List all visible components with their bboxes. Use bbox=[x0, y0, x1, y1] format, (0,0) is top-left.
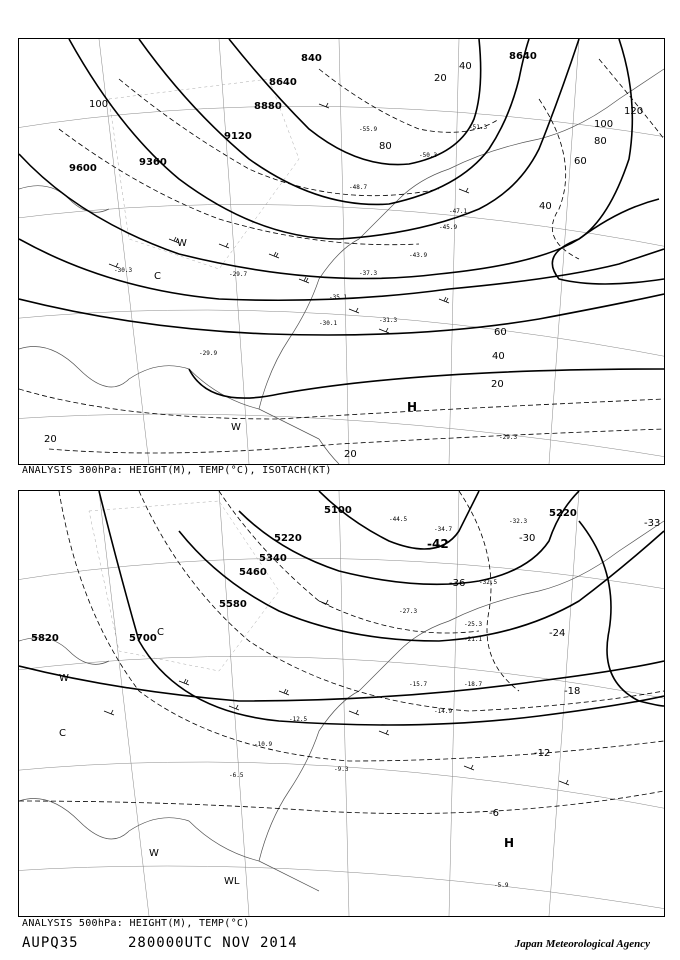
obs-value: -14.9 bbox=[434, 708, 453, 715]
warm-center: W bbox=[59, 673, 69, 684]
obs-value: -35.1 bbox=[329, 294, 348, 301]
cold-center: C bbox=[154, 271, 161, 282]
isotach-label: 120 bbox=[624, 106, 644, 117]
isotach-label: 100 bbox=[89, 99, 109, 110]
height-label: 5340 bbox=[259, 553, 287, 564]
chart-code: AUPQ35 bbox=[22, 935, 79, 951]
obs-value: -29.9 bbox=[199, 350, 218, 357]
height-label: 8640 bbox=[269, 77, 297, 88]
height-label: 9120 bbox=[224, 131, 252, 142]
height-label: 840 bbox=[301, 53, 322, 64]
temp-label: -6 bbox=[489, 808, 499, 819]
high-center: H bbox=[504, 836, 515, 850]
warm-center: W bbox=[149, 848, 159, 859]
height-label: 9360 bbox=[139, 157, 167, 168]
pressure-centers bbox=[154, 238, 417, 433]
obs-value: -47.1 bbox=[449, 208, 468, 215]
obs-value: -45.9 bbox=[439, 224, 458, 231]
cold-center: C bbox=[59, 728, 66, 739]
temp-label: -42 bbox=[427, 537, 449, 551]
obs-value: -29.3 bbox=[499, 434, 518, 441]
obs-value: -27.3 bbox=[399, 608, 418, 615]
temp-label: -30 bbox=[519, 533, 536, 544]
station-observations bbox=[114, 124, 517, 441]
obs-value: -50.3 bbox=[419, 152, 438, 159]
cold-center: C bbox=[157, 627, 164, 638]
height-label: 5100 bbox=[324, 505, 352, 516]
isotach-label: 60 bbox=[494, 327, 507, 338]
obs-value: -43.9 bbox=[409, 252, 428, 259]
obs-value: -30.3 bbox=[114, 267, 133, 274]
isotach-label: 20 bbox=[434, 73, 447, 84]
isotach-label: 80 bbox=[594, 136, 607, 147]
height-label: 9600 bbox=[69, 163, 97, 174]
warm-center: W bbox=[177, 238, 187, 249]
obs-value: -18.7 bbox=[464, 681, 483, 688]
isotach-label: 20 bbox=[344, 449, 357, 460]
obs-value: -32.3 bbox=[509, 518, 528, 525]
obs-value: -29.7 bbox=[229, 271, 248, 278]
height-label: 5220 bbox=[274, 533, 302, 544]
isotach-label: 40 bbox=[539, 201, 552, 212]
warm-center: WL bbox=[224, 876, 240, 887]
cold-hatch bbox=[89, 501, 279, 671]
obs-value: -34.7 bbox=[434, 526, 453, 533]
temp-label: -18 bbox=[564, 686, 581, 697]
temp-label: -24 bbox=[549, 628, 566, 639]
obs-value: -10.9 bbox=[254, 741, 273, 748]
agency-name: Japan Meteorological Agency bbox=[514, 938, 650, 950]
obs-value: -5.9 bbox=[494, 882, 509, 889]
temp-label: -36 bbox=[449, 578, 466, 589]
obs-value: -31.3 bbox=[379, 317, 398, 324]
isotach-label: 100 bbox=[594, 119, 614, 130]
obs-value: -37.3 bbox=[359, 270, 378, 277]
chart-500hpa-title: ANALYSIS 500hPa: HEIGHT(M), TEMP(°C) bbox=[22, 918, 250, 929]
chart-500hpa-panel bbox=[18, 490, 665, 917]
chart-300hpa-map bbox=[19, 39, 664, 464]
station-observations bbox=[229, 516, 527, 889]
height-label: 8640 bbox=[509, 51, 537, 62]
obs-value: -30.1 bbox=[319, 320, 338, 327]
obs-value: -6.5 bbox=[229, 772, 244, 779]
obs-value: -9.3 bbox=[334, 766, 349, 773]
obs-value: -44.5 bbox=[389, 516, 408, 523]
warm-center: W bbox=[231, 422, 241, 433]
obs-value: -21.1 bbox=[464, 636, 483, 643]
height-label: 5580 bbox=[219, 599, 247, 610]
obs-value: -15.7 bbox=[409, 681, 428, 688]
wind-barbs bbox=[109, 103, 469, 333]
chart-300hpa-panel bbox=[18, 38, 665, 465]
height-label: 5220 bbox=[549, 508, 577, 519]
isotach-contours bbox=[19, 59, 664, 453]
obs-value: -51.3 bbox=[469, 124, 488, 131]
height-label: 8880 bbox=[254, 101, 282, 112]
height-label: 5460 bbox=[239, 567, 267, 578]
chart-300hpa-title: ANALYSIS 300hPa: HEIGHT(M), TEMP(°C), ISOTACH(KT) bbox=[22, 465, 332, 476]
isotach-label: 40 bbox=[492, 351, 505, 362]
pressure-centers bbox=[59, 627, 514, 887]
temp-label: -33 bbox=[644, 518, 661, 529]
obs-value: -48.7 bbox=[349, 184, 368, 191]
obs-value: -12.5 bbox=[289, 716, 308, 723]
obs-value: -55.9 bbox=[359, 126, 378, 133]
high-center: H bbox=[407, 400, 418, 414]
height-contours bbox=[19, 39, 664, 398]
isotach-label: 40 bbox=[459, 61, 472, 72]
isotach-label: 60 bbox=[574, 156, 587, 167]
height-label: 5820 bbox=[31, 633, 59, 644]
isotach-label: 80 bbox=[379, 141, 392, 152]
coastlines bbox=[19, 521, 664, 891]
analysis-time: 280000UTC NOV 2014 bbox=[128, 935, 298, 951]
chart-500hpa-map bbox=[19, 491, 664, 916]
temp-label: -12 bbox=[534, 748, 551, 759]
height-label: 5700 bbox=[129, 633, 157, 644]
wind-barbs bbox=[104, 600, 569, 785]
isotach-label: 20 bbox=[44, 434, 57, 445]
obs-value: -25.3 bbox=[464, 621, 483, 628]
isotach-label: 20 bbox=[491, 379, 504, 390]
obs-value: -32.5 bbox=[479, 579, 498, 586]
